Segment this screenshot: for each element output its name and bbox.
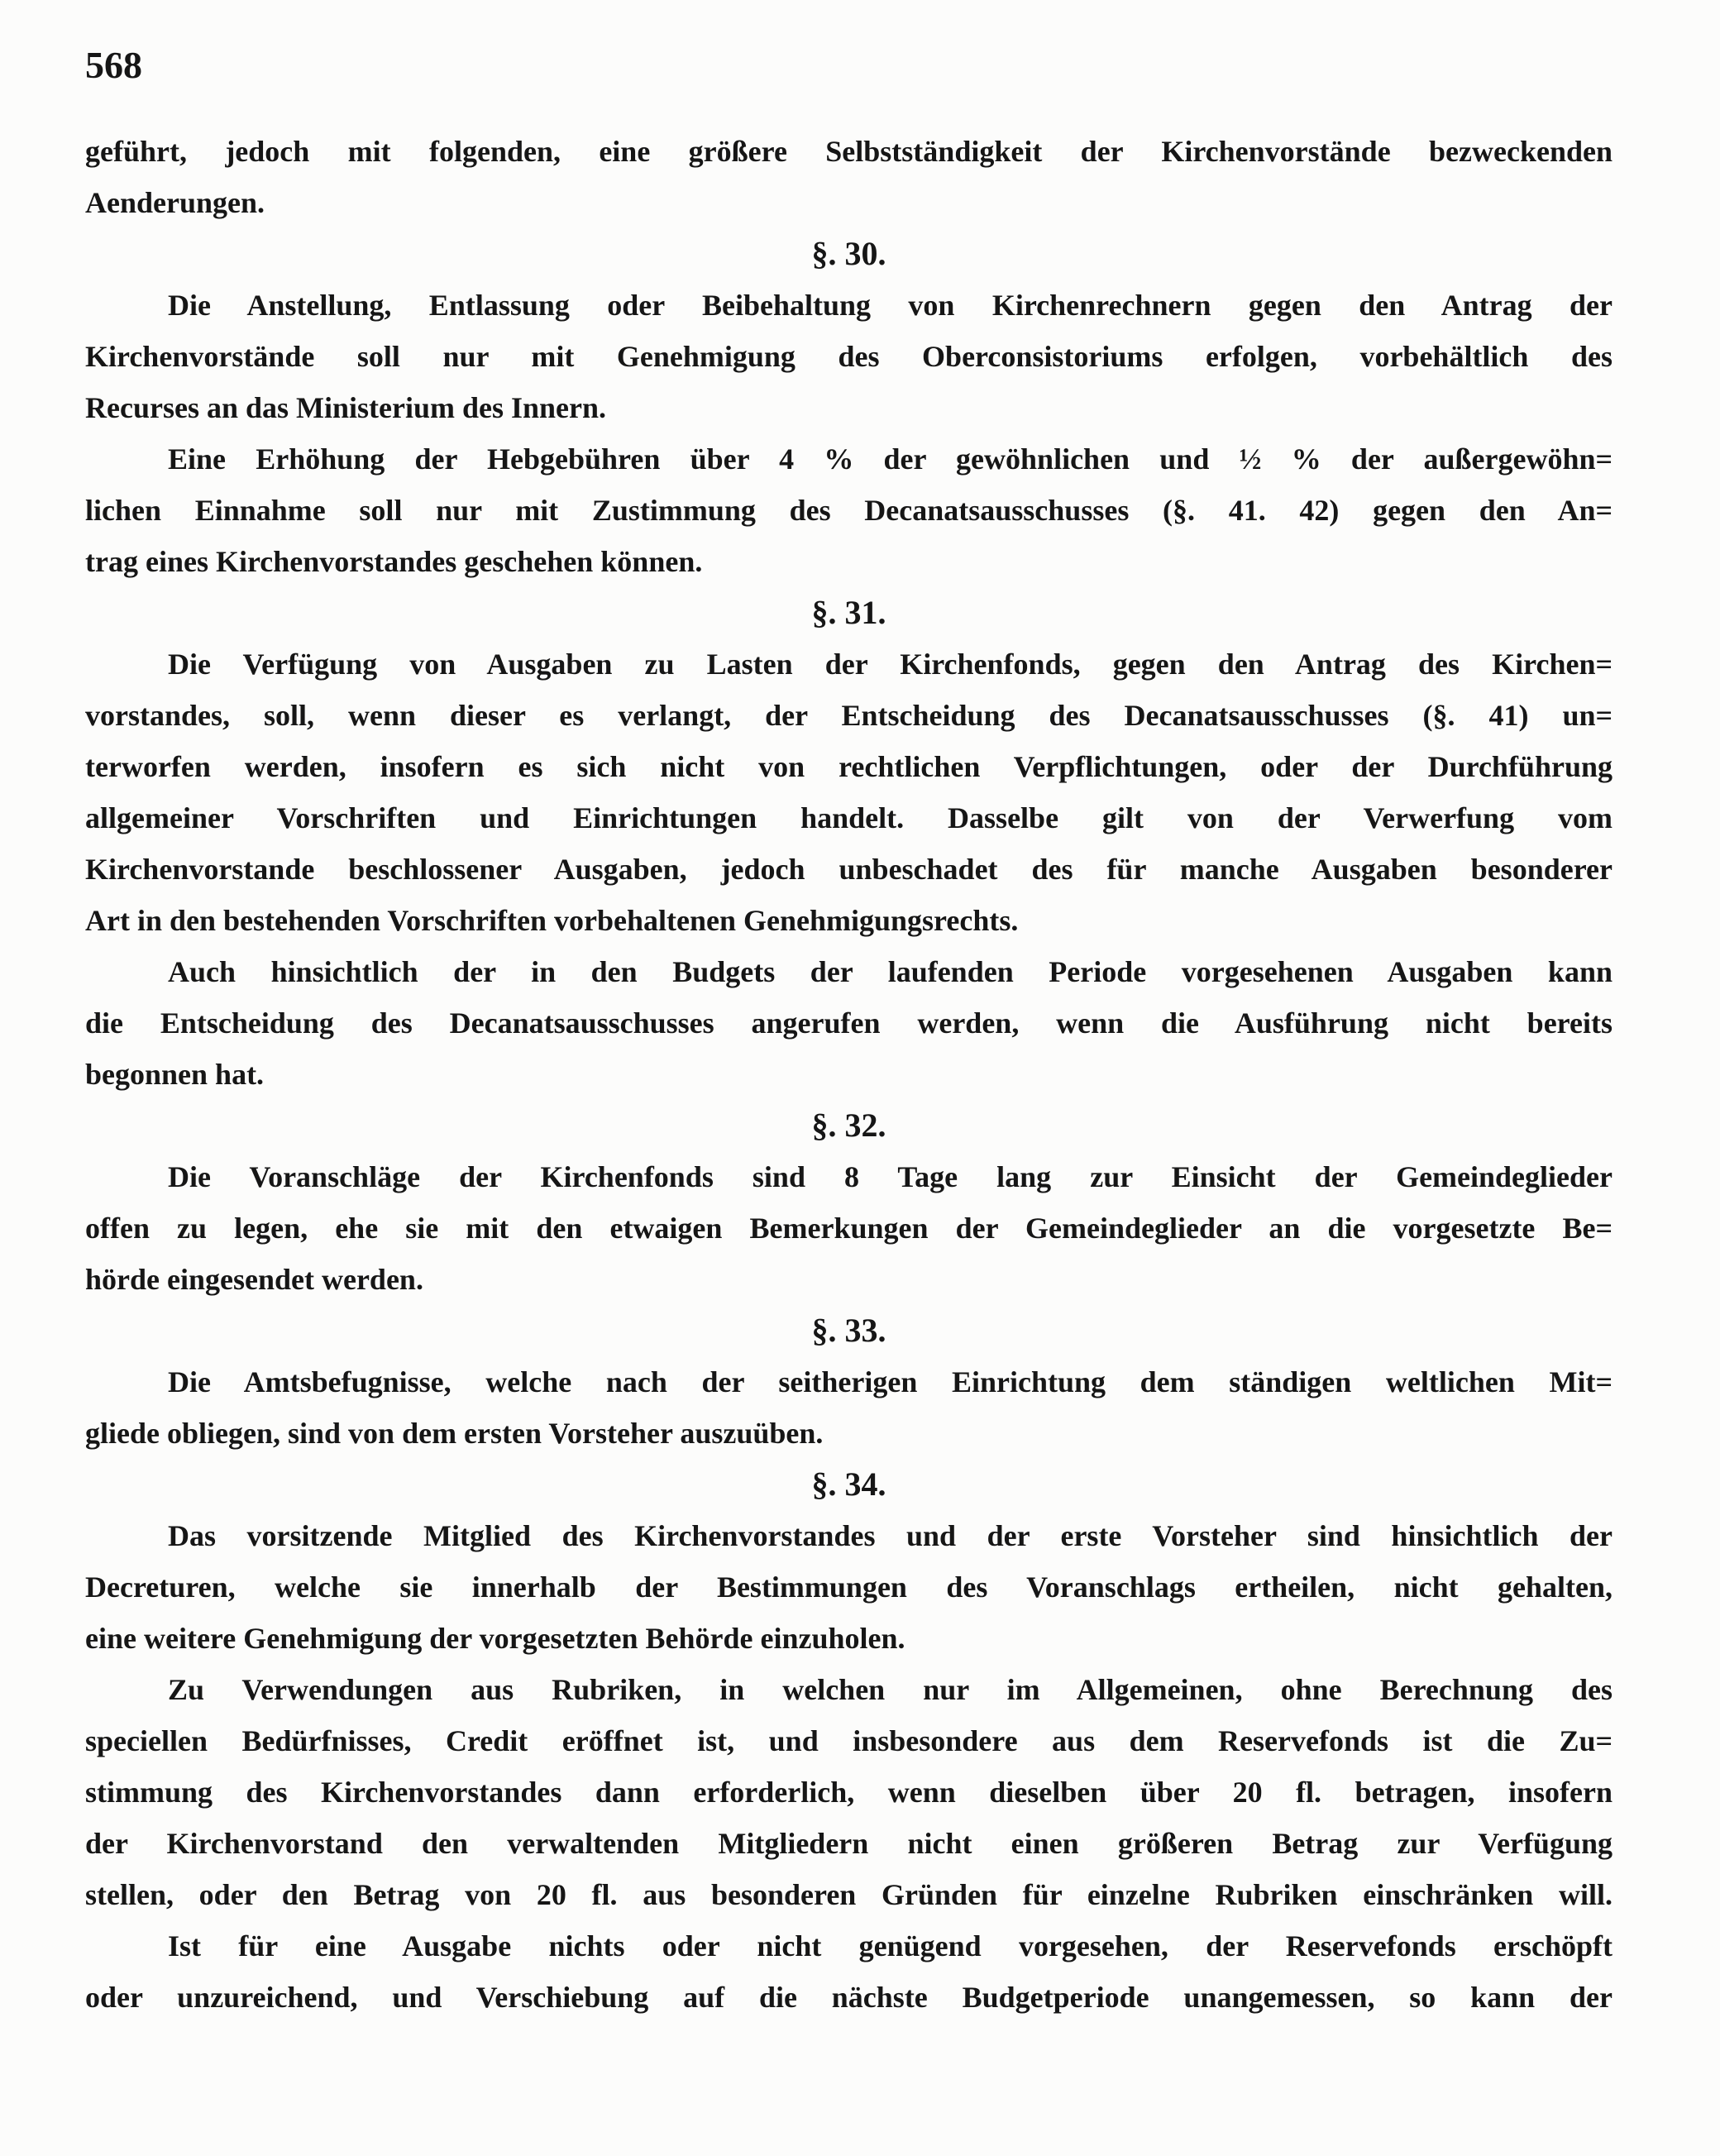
text-line: Art in den bestehenden Vorschriften vorbehaltenen Genehmigungsrechts. bbox=[85, 904, 1019, 937]
text-line: hörde eingesendet werden. bbox=[85, 1263, 423, 1296]
text-line: geführt, jedoch mit folgenden, eine größere Selbstständigkeit der Kirchenvorstände bezweckenden bbox=[85, 135, 1612, 168]
text-line: lichen Einnahme soll nur mit Zustimmung des Decanatsausschusses (§. 41. 42) gegen den An= bbox=[85, 494, 1612, 527]
text-line: Die Anstellung, Entlassung oder Beibehaltung von Kirchenrechnern gegen den Antrag der bbox=[168, 289, 1612, 322]
text-line: terworfen werden, insofern es sich nicht von rechtlichen Verpflichtungen, oder der Durchführung bbox=[85, 750, 1612, 783]
text-line: gliede obliegen, sind von dem ersten Vorsteher auszuüben. bbox=[85, 1417, 824, 1450]
text-line: Eine Erhöhung der Hebgebühren über 4 % der gewöhnlichen und ½ % der außergewöhn= bbox=[168, 442, 1612, 476]
section-heading: §. 33. bbox=[811, 1312, 886, 1349]
text-line: die Entscheidung des Decanatsausschusses angerufen werden, wenn die Ausführung nicht bereits bbox=[85, 1006, 1612, 1040]
section-heading: §. 30. bbox=[811, 235, 886, 272]
text-line: stellen, oder den Betrag von 20 fl. aus besonderen Gründen für einzelne Rubriken einschränken will. bbox=[85, 1878, 1612, 1911]
section-heading: §. 31. bbox=[811, 594, 886, 631]
text-line: oder unzureichend, und Verschiebung auf die nächste Budgetperiode unangemessen, so kann der bbox=[85, 1981, 1612, 2014]
text-line: Decreturen, welche sie innerhalb der Bestimmungen des Voranschlags ertheilen, nicht gehalten, bbox=[85, 1570, 1612, 1604]
text-line: Das vorsitzende Mitglied des Kirchenvorstandes und der erste Vorsteher sind hinsichtlich der bbox=[168, 1519, 1612, 1552]
page-body bbox=[85, 126, 1612, 2023]
text-line: speciellen Bedürfnisses, Credit eröffnet ist, und insbesondere aus dem Reservefonds ist die Zu= bbox=[85, 1724, 1612, 1757]
text-line: vorstandes, soll, wenn dieser es verlangt, der Entscheidung des Decanatsausschusses (§. 41) un= bbox=[85, 699, 1612, 732]
text-line: offen zu legen, ehe sie mit den etwaigen Bemerkungen der Gemeindeglieder an die vorgesetzte Be= bbox=[85, 1212, 1612, 1245]
text-line: Die Amtsbefugnisse, welche nach der seitherigen Einrichtung dem ständigen weltlichen Mit= bbox=[168, 1365, 1612, 1398]
section-heading: §. 32. bbox=[811, 1107, 886, 1144]
text-line: Auch hinsichtlich der in den Budgets der laufenden Periode vorgesehenen Ausgaben kann bbox=[168, 955, 1612, 988]
text-line: Zu Verwendungen aus Rubriken, in welchen nur im Allgemeinen, ohne Berechnung des bbox=[168, 1673, 1612, 1706]
section-heading: §. 34. bbox=[811, 1465, 886, 1503]
text-line: Kirchenvorstande beschlossener Ausgaben, jedoch unbeschadet des für manche Ausgaben besonderer bbox=[85, 853, 1612, 886]
text-line: eine weitere Genehmigung der vorgesetzten Behörde einzuholen. bbox=[85, 1622, 905, 1655]
page-number: 568 bbox=[85, 44, 142, 86]
text-line: Kirchenvorstände soll nur mit Genehmigung des Oberconsistoriums erfolgen, vorbehältlich des bbox=[85, 340, 1612, 373]
text-line: allgemeiner Vorschriften und Einrichtungen handelt. Dasselbe gilt von der Verwerfung vom bbox=[85, 801, 1612, 834]
text-line: Recurses an das Ministerium des Innern. bbox=[85, 391, 607, 424]
text-line: begonnen hat. bbox=[85, 1058, 265, 1091]
text-line: Ist für eine Ausgabe nichts oder nicht genügend vorgesehen, der Reservefonds erschöpft bbox=[168, 1929, 1612, 1962]
text-line: Aenderungen. bbox=[85, 186, 265, 219]
text-line: Die Voranschläge der Kirchenfonds sind 8 Tage lang zur Einsicht der Gemeindeglieder bbox=[168, 1160, 1612, 1193]
text-line: trag eines Kirchenvorstandes geschehen können. bbox=[85, 545, 703, 578]
text-line: der Kirchenvorstand den verwaltenden Mitgliedern nicht einen größeren Betrag zur Verfügung bbox=[85, 1827, 1612, 1860]
text-line: Die Verfügung von Ausgaben zu Lasten der Kirchenfonds, gegen den Antrag des Kirchen= bbox=[168, 648, 1612, 681]
text-line: stimmung des Kirchenvorstandes dann erforderlich, wenn dieselben über 20 fl. betragen, insofern bbox=[85, 1776, 1612, 1809]
